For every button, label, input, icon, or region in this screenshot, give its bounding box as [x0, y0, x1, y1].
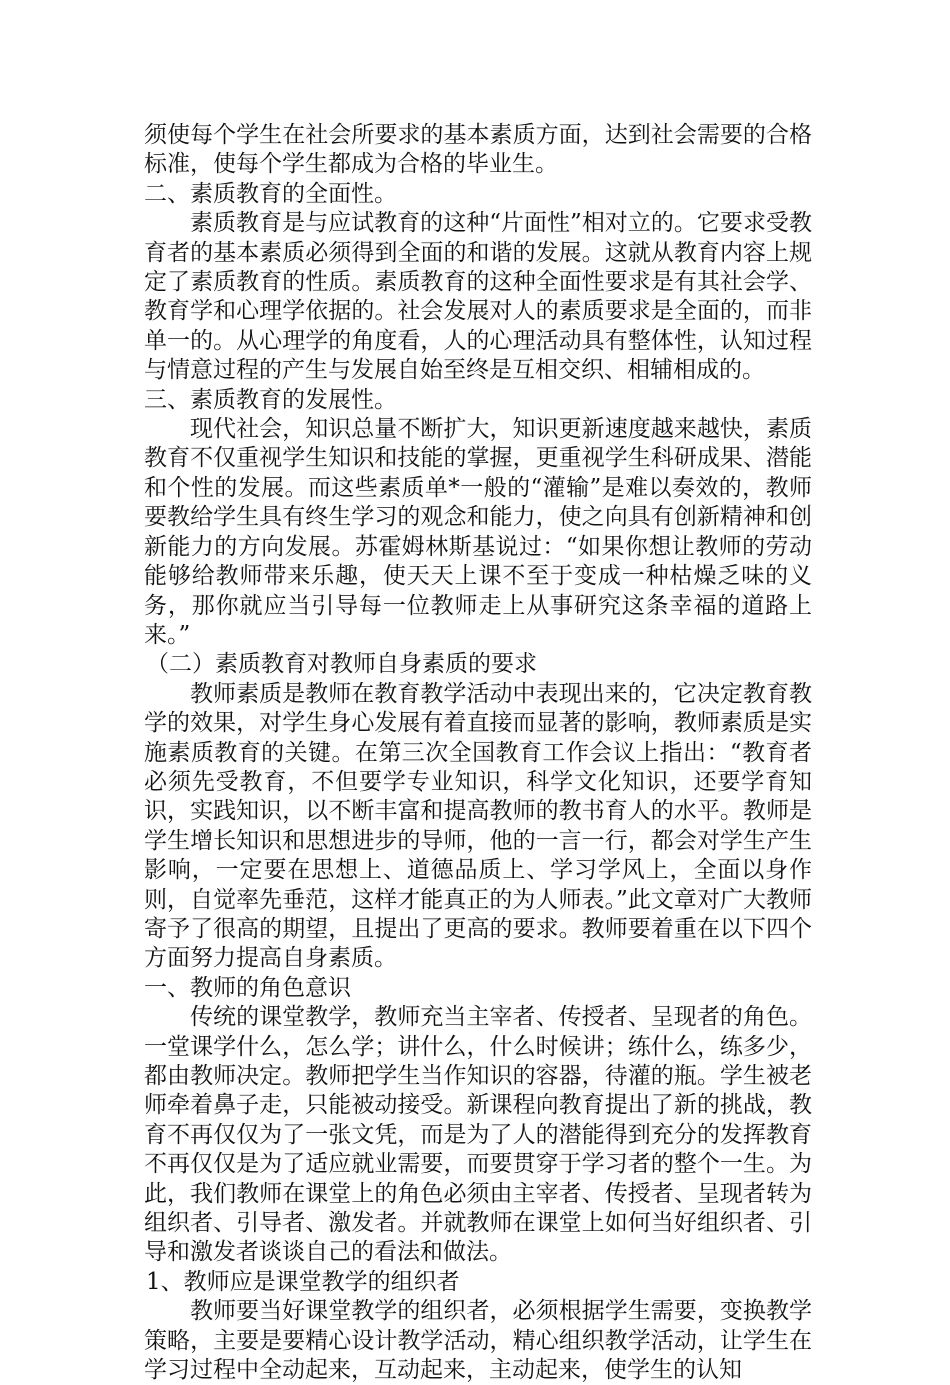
- section-heading-development: 三、素质教育的发展性。: [144, 386, 397, 413]
- paragraph-comprehensiveness: 素质教育是与应试教育的这种“片面性”相对立的。它要求受教育者的基本素质必须得到全面的和谐的发展。这就从教育内容上规定了素质教育的性质。素质教育的这种全面性要求是有其社会学、教育学和心理学依据的。社会发展对人的素质要求是全面的，而非单一的。从心理学的角度看，人的心理活动具有整体性，认知过程与情意过程的产生与发展自始至终是互相交织、相辅相成的。: [144, 210, 812, 384]
- paragraph-teacher-requirements: 教师素质是教师在教育教学活动中表现出来的，它决定教育教学的效果，对学生身心发展有着直接而显著的影响，教师素质是实施素质教育的关键。在第三次全国教育工作会议上指出：“教育者必须先受教育，不但要学专业知识，科学文化知识，还要学育知识，实践知识，以不断丰富和提高教师的教书育人的水平。教师是学生增长知识和思想进步的导师，他的一言一行，都会对学生产生影响，一定要在思想上、道德品质上、学习学风上，全面以身作则，自觉率先垂范，这样才能真正的为人师表。”此文章对广大教师寄予了很高的期望，且提出了更高的要求。教师要着重在以下四个方面努力提高自身素质。: [144, 680, 812, 972]
- section-heading-comprehensiveness: 二、素质教育的全面性。: [144, 180, 397, 207]
- paragraph-organizer: 教师要当好课堂教学的组织者，必须根据学生需要，变换教学策略，主要是要精心设计教学活动，精心组织教学活动，让学生在学习过程中全动起来，互动起来，主动起来，使学生的认知: [144, 1298, 812, 1384]
- paragraph-development: 现代社会，知识总量不断扩大，知识更新速度越来越快，素质教育不仅重视学生知识和技能的掌握，更重视学生科研成果、潜能和个性的发展。而这些素质单*一般的“灌输”是难以奏效的，教师要教给学生具有终生学习的观念和能力，使之向具有创新精神和创新能力的方向发展。苏霍姆林斯基说过：“如果你想让教师的劳动能够给教师带来乐趣，使天天上课不至于变成一种枯燥乏味的义务，那你就应当引导每一位教师走上从事研究这条幸福的道路上来。”: [144, 416, 812, 648]
- paragraph-role-awareness: 传统的课堂教学，教师充当主宰者、传授者、呈现者的角色。一堂课学什么，怎么学；讲什么，什么时候讲；练什么，练多少，都由教师决定。教师把学生当作知识的容器，待灌的瓶。学生被老师牵着鼻子走，只能被动接受。新课程向教育提出了新的挑战，教育不再仅仅为了一张文凭，而是为了人的潜能得到充分的发挥教育不再仅仅是为了适应就业需要，而要贯穿于学习者的整个一生。为此，我们教师在课堂上的角色必须由主宰者、传授者、呈现者转为组织者、引导者、激发者。并就教师在课堂上如何当好组织者、引导和激发者谈谈自己的看法和做法。: [144, 1004, 812, 1266]
- paragraph-continuation: 须使每个学生在社会所要求的基本素质方面，达到社会需要的合格标准，使每个学生都成为合格的毕业生。: [144, 122, 812, 178]
- section-heading-teacher-requirements: （二）素质教育对教师自身素质的要求: [146, 651, 537, 678]
- section-heading-role-awareness: 一、教师的角色意识: [144, 974, 351, 1001]
- section-heading-organizer: 1、教师应是课堂教学的组织者: [146, 1268, 460, 1295]
- document-body: [144, 121, 812, 1385]
